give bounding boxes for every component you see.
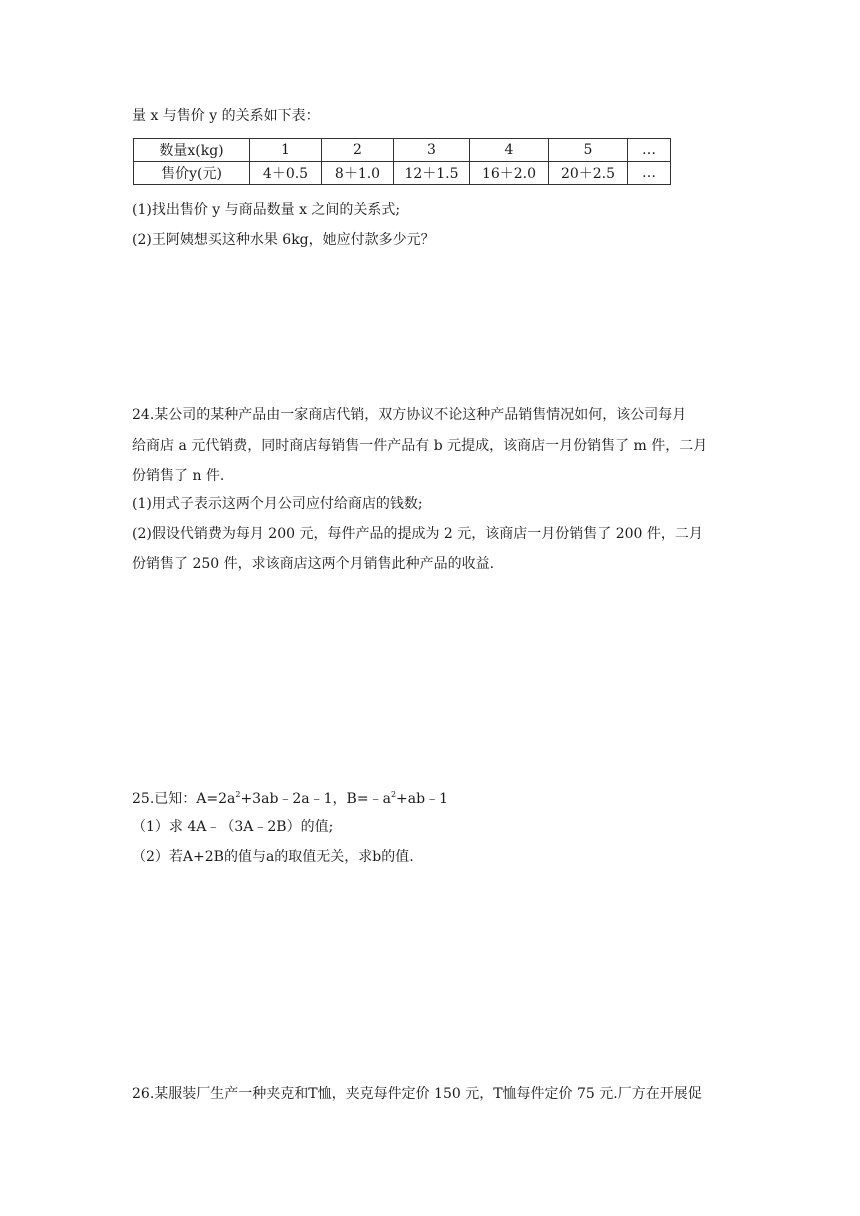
table-cell: 16＋2.0	[470, 162, 549, 185]
price-table	[133, 138, 671, 185]
table-row	[134, 139, 671, 162]
q25-sup1: 2	[235, 790, 241, 799]
q24-part1: (1)用式子表示这两个月公司应付给商店的钱数;	[132, 496, 423, 512]
q25-part2: （2）若A+2B的值与a的取值无关，求b的值.	[132, 849, 414, 865]
q25-suffix: +ab﹣1	[396, 791, 448, 807]
table-cell: 4	[470, 139, 549, 162]
q24-line3: 份销售了 n 件.	[132, 468, 225, 484]
q25-given	[132, 789, 448, 809]
q24-line1: 24.某公司的某种产品由一家商店代销，双方协议不论这种产品销售情况如何，该公司每月	[132, 407, 687, 423]
q24-line2: 给商店 a 元代销费，同时商店每销售一件产品有 b 元提成，该商店一月份销售了 m 件，二月	[132, 438, 708, 454]
table-cell: …	[628, 162, 671, 185]
table-cell: …	[628, 139, 671, 162]
table-cell: 数量x(kg)	[134, 139, 250, 162]
table-cell: 12＋1.5	[394, 162, 470, 185]
q25-part1: （1）求 4A﹣（3A﹣2B）的值;	[132, 819, 334, 835]
q23-part1: (1)找出售价 y 与商品数量 x 之间的关系式;	[132, 202, 401, 218]
q24-part2-line2: 份销售了 250 件，求该商店这两个月销售此种产品的收益.	[132, 556, 495, 572]
q25-prefix: 25.已知：A=2a	[132, 791, 236, 807]
table-cell: 售价y(元)	[134, 162, 250, 185]
q26-line1: 26.某服装厂生产一种夹克和T恤，夹克每件定价 150 元，T恤每件定价 75 元.厂方在开展促	[132, 1086, 702, 1102]
q25-sup2: 2	[390, 790, 397, 799]
q23-part2: (2)王阿姨想买这种水果 6kg，她应付款多少元？	[132, 232, 435, 248]
intro-text: 量 x 与售价 y 的关系如下表：	[132, 108, 320, 124]
table-cell: 1	[250, 139, 322, 162]
table-cell: 5	[549, 139, 628, 162]
table-cell: 20＋2.5	[549, 162, 628, 185]
table-row	[134, 162, 671, 185]
q25-mid: +3ab﹣2a﹣1，B=﹣a	[240, 791, 391, 807]
q24-part2-line1: (2)假设代销费为每月 200 元，每件产品的提成为 2 元，该商店一月份销售了 200 件，二月	[132, 526, 703, 542]
table-cell: 2	[322, 139, 394, 162]
table-cell: 3	[394, 139, 470, 162]
table-cell: 4＋0.5	[250, 162, 322, 185]
table-cell: 8＋1.0	[322, 162, 394, 185]
